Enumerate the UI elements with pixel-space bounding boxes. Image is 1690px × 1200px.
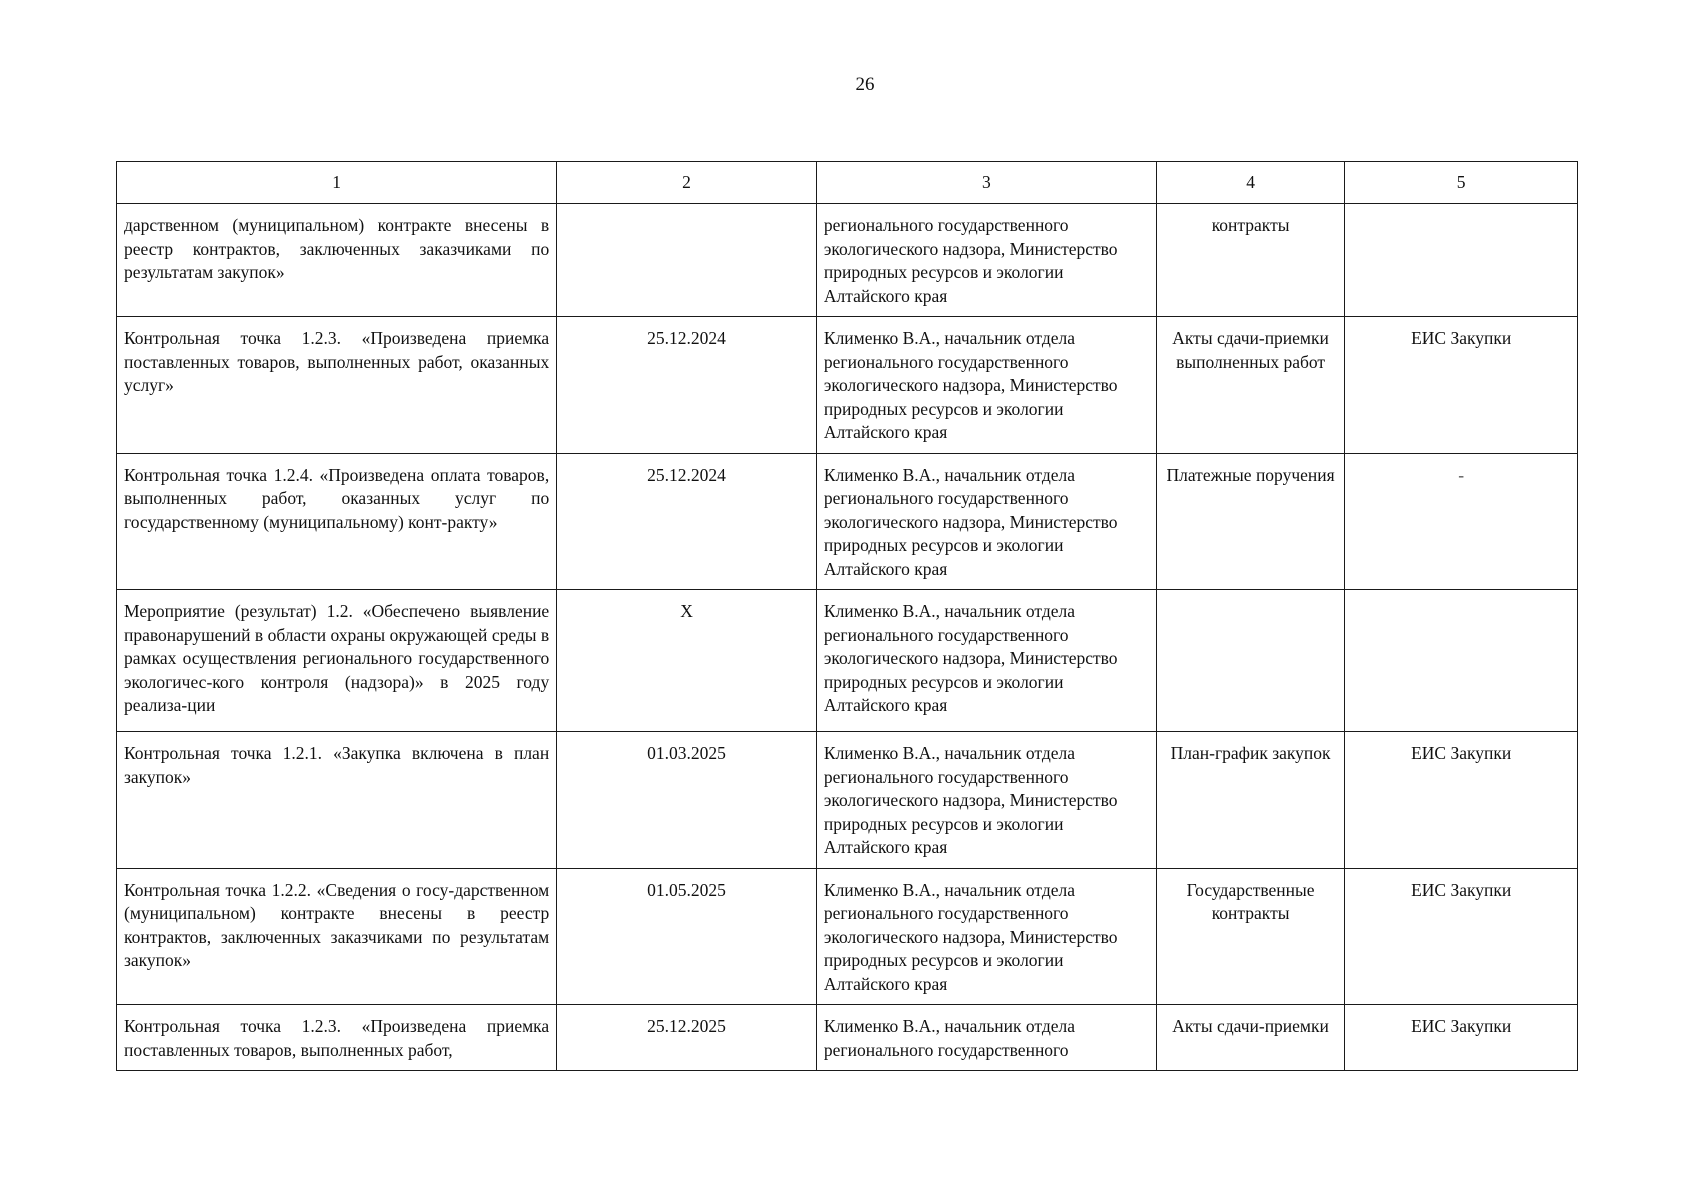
responsible-cell: Клименко В.А., начальник отдела регионального государственного экологического надзора, Министерство природных ресурсов и экологии Алтайского края [816, 868, 1156, 1005]
system-cell: ЕИС Закупки [1345, 317, 1578, 454]
column-header-5: 5 [1345, 162, 1578, 204]
date-cell: X [557, 590, 817, 732]
table-row [117, 732, 1578, 869]
responsible-cell: Клименко В.А., начальник отдела регионального государственного экологического надзора, Министерство природных ресурсов и экологии Алтайского края [816, 317, 1156, 454]
document-cell: контракты [1156, 204, 1345, 317]
event-cell: Контрольная точка 1.2.3. «Произведена приемка поставленных товаров, выполненных работ, [117, 1005, 557, 1071]
event-cell: Контрольная точка 1.2.4. «Произведена оплата товаров, выполненных работ, оказанных услуг по государственному (муниципальному) конт-ракту» [117, 453, 557, 590]
document-cell: Государственные контракты [1156, 868, 1345, 1005]
table-row [117, 590, 1578, 732]
table-row [117, 317, 1578, 454]
document-cell: План-график закупок [1156, 732, 1345, 869]
document-cell: Акты сдачи-приемки выполненных работ [1156, 317, 1345, 454]
responsible-cell: Клименко В.А., начальник отдела регионального государственного экологического надзора, Министерство природных ресурсов и экологии Алтайского края [816, 453, 1156, 590]
table-row [117, 453, 1578, 590]
control-points-table [116, 161, 1578, 1071]
system-cell [1345, 590, 1578, 732]
document-cell: Платежные поручения [1156, 453, 1345, 590]
event-cell: Контрольная точка 1.2.3. «Произведена приемка поставленных товаров, выполненных работ, оказанных услуг» [117, 317, 557, 454]
date-cell: 01.03.2025 [557, 732, 817, 869]
date-cell: 25.12.2024 [557, 453, 817, 590]
responsible-cell: Клименко В.А., начальник отдела регионального государственного [816, 1005, 1156, 1071]
date-cell: 25.12.2024 [557, 317, 817, 454]
event-cell: Контрольная точка 1.2.2. «Сведения о госу-дарственном (муниципальном) контракте внесены в реестр контрактов, заключенных заказчиками по результатам закупок» [117, 868, 557, 1005]
page-number: 26 [855, 74, 875, 95]
column-header-2: 2 [557, 162, 817, 204]
system-cell [1345, 204, 1578, 317]
document-cell: Акты сдачи-приемки [1156, 1005, 1345, 1071]
event-cell: Мероприятие (результат) 1.2. «Обеспечено выявление правонарушений в области охраны окружающей среды в рамках осуществления регионального государственного экологичес-кого контроля (надзора)» в 2025 году реализа-ции [117, 590, 557, 732]
date-cell: 25.12.2025 [557, 1005, 817, 1071]
column-header-3: 3 [816, 162, 1156, 204]
column-header-4: 4 [1156, 162, 1345, 204]
system-cell: ЕИС Закупки [1345, 1005, 1578, 1071]
table-row [117, 868, 1578, 1005]
date-cell [557, 204, 817, 317]
document-cell [1156, 590, 1345, 732]
event-cell: Контрольная точка 1.2.1. «Закупка включена в план закупок» [117, 732, 557, 869]
system-cell: - [1345, 453, 1578, 590]
event-cell: дарственном (муниципальном) контракте внесены в реестр контрактов, заключенных заказчиками по результатам закупок» [117, 204, 557, 317]
system-cell: ЕИС Закупки [1345, 868, 1578, 1005]
responsible-cell: регионального государственного экологического надзора, Министерство природных ресурсов и экологии Алтайского края [816, 204, 1156, 317]
responsible-cell: Клименко В.А., начальник отдела регионального государственного экологического надзора, Министерство природных ресурсов и экологии Алтайского края [816, 732, 1156, 869]
responsible-cell: Клименко В.А., начальник отдела регионального государственного экологического надзора, Министерство природных ресурсов и экологии Алтайского края [816, 590, 1156, 732]
system-cell: ЕИС Закупки [1345, 732, 1578, 869]
table-row [117, 1005, 1578, 1071]
table-header-row [117, 162, 1578, 204]
column-header-1: 1 [117, 162, 557, 204]
table-row [117, 204, 1578, 317]
date-cell: 01.05.2025 [557, 868, 817, 1005]
